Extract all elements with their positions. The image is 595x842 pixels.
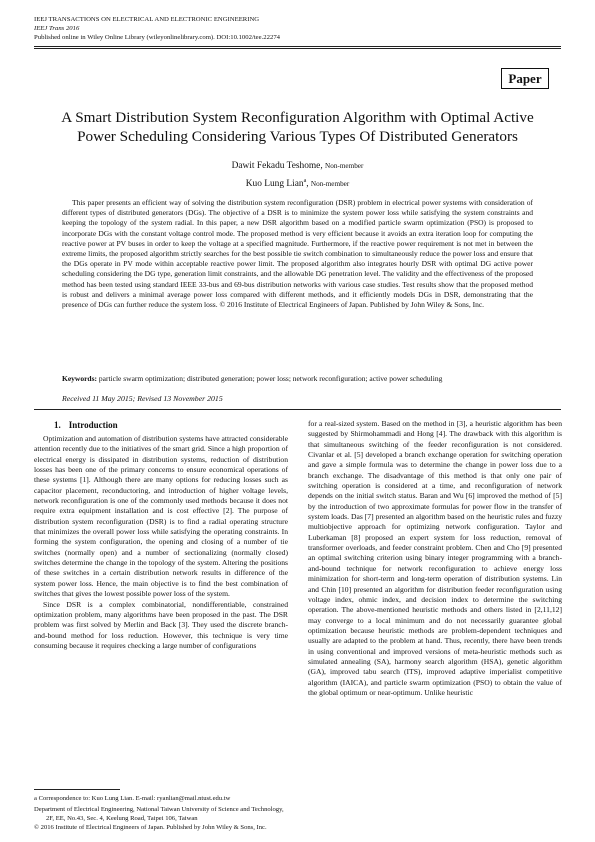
paper-type-badge: Paper (501, 68, 549, 89)
header-rule-bottom (34, 48, 561, 49)
journal-header (34, 15, 280, 43)
footnotes (34, 795, 288, 825)
keywords-list: particle swarm optimization; distributed generation; power loss; network reconfiguration; active power scheduling (98, 374, 443, 383)
copyright-line: © 2016 Institute of Electrical Engineers of Japan. Published by John Wiley & Sons, Inc. (34, 824, 267, 831)
author-membership: Non-member (310, 180, 350, 189)
title-line-1: A Smart Distribution System Reconfiguration Algorithm with Optimal Active (61, 109, 534, 126)
section-heading (54, 420, 126, 430)
doi-line: Published online in Wiley Online Library (wileyonlinelibrary.com). DOI:10.1002/tee.22274 (34, 34, 281, 42)
correspondence-note: a Correspondence to: Kuo Lung Lian. E-mail: ryanlian@mail.ntust.edu.tw (34, 795, 231, 802)
author-membership: Non-member (325, 162, 364, 170)
author-2: Kuo Lung Lian$^a$, Non-member (245, 178, 350, 190)
author-mark: a (303, 178, 307, 184)
paragraph: for a real-sized system. Based on the method in [3], a heuristic algorithm has been suggested by Shirmohammadi and Hong [4]. The drawback with this algorithm is that simultaneous switching of the feeder reconfiguration is not considered. Civanlar et al. [5] developed a branch exchange operation for switching operation and gave a simple formula was to determine the change in power loss due to a branch exchange. The disadvantage of this method is that only one pair of switching operation is considered at a time, and reconfiguration of network depends on the initial switch status. Baran and Wu [6] improved the method of [5] by the introduction of two approximate formulas for power flow in the transfer of system loads. Das [7] presented an algorithm based on the heuristic rules and fuzzy multiobjective approach for optimizing network configuration. Taylor and Luberkaman [8] proposed an expert system for loss reduction, removal of transformer overloads, and feeder constraint problem. Chen and Cho [9] presented an optimal switching criterion using binary integer programming with a branch-and-bound technique for network reconfiguration to achieve energy loss minimization for short-term and long-term operation of distribution systems. Lin and Chin [10] presented an algorithm for distribution feeder reconfiguration using voltage index, ohmic index, and decision index to determine the switching operation. The above-mentioned heuristic methods and others listed in [2,11,12] may converge to a local minimum and do not necessarily guarantee global optimization because heuristic methods are problem-dependent techniques and usually are adapted to the problem at hand. Thus, recently, there have been trends in using conventional and improved versions of meta-heuristic methods such as simulated annealing (SA), harmony search algorithm (HSA), genetic algorithm (GA), improved tabu search (ITS), improved adaptive imperialist competitive algorithm (IAICA), and particle swarm optimization (PSO) to obtain the value of the global optimum or near-optimum. Unlike heuristic (308, 419, 562, 697)
author-1 (30, 160, 565, 172)
footnote-rule (34, 789, 120, 790)
abstract: This paper presents an efficient way of solving the distribution system reconfiguration (DSR) problem in electrical power systems with consideration of different types of distributed generators (DGs). The objective of a DSR is to minimize the system power loss while satisfying the system constraints and keeping the topology of the system radial. In this paper, a new DSR algorithm based on a modified particle swarm optimization (PSO) is proposed to incorporate DGs with the constant voltage control mode. The proposed method is very efficient because it avoids an extra iteration loop for computing the reactive power at PV buses in order to keep the voltage at a specified magnitude. Furthermore, if the reactive power requirement is not met in between the extreme limits, the proposed algorithm strictly searches for the best possible tie switch combination to simultaneously reduce the power loss and ensure that the DGs operate in PV mode within acceptable reactive power limit. The proposed algorithm also integrates hourly DSR with optimal DG active power scheduling considering the DG type, generation limit constraints, and the allowable DG penetration level. The validity and the effectiveness of the proposed method has been tested using standard IEEE 33-bus and 69-bus distribution networks with various case studies. Test results show that the proposed method is robust and delivers a minimal average power loss compared with different methods, and it efficiently models DGs in DSR, demonstrating that the presence of DGs can further reduce the system loss. © 2016 Institute of Electrical Engineers of Japan. Published by John Wiley & Sons, Inc. (62, 198, 533, 310)
received-rule (34, 409, 561, 410)
section-number: 1. (54, 420, 61, 430)
paragraph: Optimization and automation of distribution systems have attracted considerable attention recently due to the initiatives of the smart grid. Since a high proportion of electrical energy is dissipated in distribution systems, reduction of distribution losses has been one of the primary concerns to ensure economical operations of these systems [1]. Although there are many options for reducing losses such as capacitor placement, reconductoring, and introduction of higher voltage levels, network reconfiguration is one of the commonly used methods because it does not require extra equipment installation and is cost effective [2]. The purpose of distribution system reconfiguration (DSR) is to find a radial operating structure that minimizes the overall power loss while satisfying the operating constraints. In forming the system configuration, the opening and closing of a number of tie switches (normally open) and a number of sectionalizing (normally closed) switches determine the change in the topology of the system. Altering the positions of these switches in a certain distribution network results in difference of the system power loss. Hence, the main objective is to find the best combination of switches that gives the lowest possible power loss of the system. (34, 434, 288, 599)
column-right (308, 419, 562, 698)
keywords-label: Keywords: (62, 374, 97, 383)
section-title: Introduction (68, 420, 118, 430)
affiliation-note: Department of Electrical Engineering, National Taiwan University of Science and Technology, 2F, EE, No.43, Sec. 4, Keelung Road, Taipei 106, Taiwan (34, 805, 284, 822)
paragraph: Since DSR is a complex combinatorial, nondifferentiable, constrained optimization problem, many algorithms have been proposed in the past. The DSR problem was first solved by Merlin and Back [3]. They used the discrete branch-and-bound method for loss reduction. However, this technique is very time consuming because it requires checking a large number of configurations (34, 599, 288, 650)
header-rule-top (34, 46, 561, 47)
paper-title (30, 108, 565, 146)
journal-name: IEEJ TRANSACTIONS ON ELECTRICAL AND ELECTRONIC ENGINEERING (34, 16, 260, 23)
column-left (34, 434, 288, 651)
author-name: Kuo Lung Lian (245, 179, 304, 190)
title-line-2: Power Scheduling Considering Various Types Of Distributed Generators (77, 128, 518, 145)
author-name: Dawit Fekadu Teshome, (231, 161, 323, 171)
keywords (62, 374, 533, 384)
received-dates: Received 11 May 2015; Revised 13 November 2015 (62, 394, 223, 403)
journal-volume: IEEJ Trans 2016 (34, 25, 80, 33)
